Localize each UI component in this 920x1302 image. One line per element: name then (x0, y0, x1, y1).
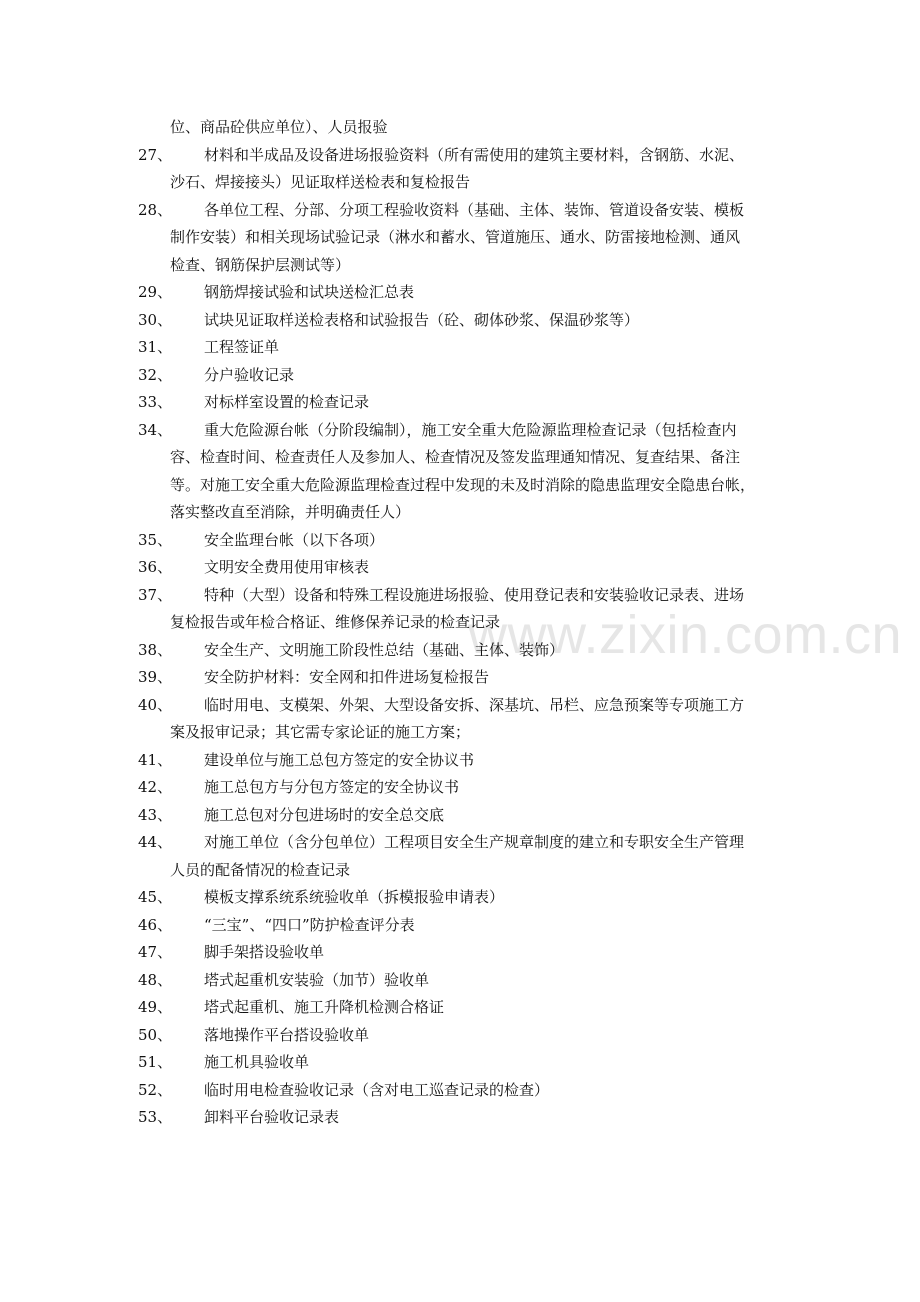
list-item-number: 42、 (138, 778, 173, 796)
list-item-text (138, 967, 788, 995)
list-item-text (138, 362, 788, 390)
list-item-line: 特种（大型）设备和特殊工程设施进场报验、使用登记表和安装验收记录表、进场 (204, 585, 745, 604)
list-item (138, 554, 788, 582)
list-item-line: 分户验收记录 (204, 365, 295, 384)
list-item-number: 53、 (138, 1108, 173, 1126)
list-item-line: 位、商品砼供应单位）、人员报验 (170, 118, 388, 136)
list-item-text (138, 527, 788, 555)
list-item-text (138, 664, 788, 692)
list-item-text (138, 307, 788, 335)
list-item-line: 等。对施工安全重大危险源监理检查过程中发现的未及时消除的隐患监理安全隐患台帐， (170, 475, 756, 494)
list-item-text (138, 417, 788, 527)
list-item-number: 49、 (138, 998, 173, 1016)
list-item-text (138, 334, 788, 362)
list-item-text (138, 912, 788, 940)
list-item-text (138, 554, 788, 582)
list-item-number: 35、 (138, 530, 173, 549)
list-item-continued (138, 114, 788, 142)
list-item-number: 31、 (138, 338, 173, 356)
list-item (138, 884, 788, 912)
list-item-text (138, 692, 788, 747)
list-item-number: 47、 (138, 943, 173, 961)
list-item-text (138, 939, 788, 967)
list-item-number: 52、 (138, 1080, 173, 1099)
list-item (138, 1049, 788, 1077)
list-item-number: 38、 (138, 640, 173, 659)
list-item-line: 对标样室设置的检查记录 (204, 393, 370, 411)
list-item-line: 安全防护材料：安全网和扣件进场复检报告 (204, 668, 490, 686)
list-item-text (138, 582, 788, 637)
list-item-line: 施工机具验收单 (204, 1053, 310, 1071)
list-item-number: 33、 (138, 393, 173, 411)
list-item (138, 362, 788, 390)
list-item-text (138, 279, 788, 307)
list-item (138, 142, 788, 197)
list-item-line: 检查、钢筋保护层测试等） (170, 255, 351, 274)
list-item (138, 912, 788, 940)
list-item-line: 对施工单位（含分包单位）工程项目安全生产规章制度的建立和专职安全生产管理 (204, 833, 745, 851)
list-item (138, 389, 788, 417)
list-item-line: 施工总包方与分包方签定的安全协议书 (204, 778, 460, 796)
list-item-number: 45、 (138, 888, 173, 906)
list-item (138, 637, 788, 665)
list-item-line: 容、检查时间、检查责任人及参加人、检查情况及签发监理通知情况、复查结果、备注 (170, 448, 741, 466)
list-item (138, 197, 788, 280)
list-item-text (138, 747, 788, 775)
list-item-number: 28、 (138, 200, 173, 219)
list-item-line: 重大危险源台帐（分阶段编制），施工安全重大危险源监理检查记录（包括检查内 (204, 420, 737, 439)
list-item-number: 46、 (138, 915, 173, 934)
list-item (138, 747, 788, 775)
list-item (138, 279, 788, 307)
list-item-number: 43、 (138, 805, 173, 824)
list-item (138, 582, 788, 637)
list-item (138, 1077, 788, 1105)
watermark: www.zixin.com.cn (468, 605, 903, 665)
list-item-text (138, 1104, 788, 1132)
document-body (138, 114, 788, 1132)
list-item-text (138, 114, 788, 142)
list-item-text (138, 774, 788, 802)
list-item-number: 30、 (138, 310, 173, 329)
list-item-text (138, 197, 788, 280)
list-item-number: 27、 (138, 145, 173, 164)
list-item-text (138, 1049, 788, 1077)
list-item-number: 51、 (138, 1053, 173, 1071)
list-item-line: 复检报告或年检合格证、维修保养记录的检查记录 (170, 613, 501, 631)
list-item-line: 脚手架搭设验收单 (204, 943, 325, 961)
list-item-line: 材料和半成品及设备进场报验资料（所有需使用的建筑主要材料，含钢筋、水泥、 (204, 145, 745, 164)
list-item-text (138, 829, 788, 884)
list-item-line: 建设单位与施工总包方签定的安全协议书 (204, 750, 475, 769)
list-item-line: 案及报审记录；其它需专家论证的施工方案； (170, 723, 471, 741)
list-item (138, 829, 788, 884)
list-item-number: 34、 (138, 420, 173, 439)
list-item-text (138, 1077, 788, 1105)
list-item-line: 制作安装）和相关现场试验记录（淋水和蓄水、管道施压、通水、防雷接地检测、通风 (170, 228, 741, 246)
list-item-number: 44、 (138, 833, 173, 851)
list-item (138, 307, 788, 335)
list-item-line: 模板支撑系统系统验收单（拆模报验申请表） (204, 888, 505, 906)
list-item-line: “三宝”、“四口”防护检查评分表 (204, 915, 415, 934)
list-item-line: 文明安全费用使用审核表 (204, 558, 370, 576)
list-item-line: 试块见证取样送检表格和试验报告（砼、砌体砂浆、保温砂浆等） (204, 310, 640, 329)
list-item-line: 人员的配备情况的检查记录 (170, 860, 351, 879)
list-item-line: 临时用电、支模架、外架、大型设备安拆、深基坑、吊栏、应急预案等专项施工方 (204, 695, 745, 714)
list-item-number: 29、 (138, 283, 173, 301)
list-item-line: 安全生产、文明施工阶段性总结（基础、主体、装饰） (204, 640, 565, 659)
list-item-text (138, 994, 788, 1022)
list-item (138, 1104, 788, 1132)
list-item-line: 钢筋焊接试验和试块送检汇总表 (204, 283, 415, 301)
list-item-text (138, 1022, 788, 1050)
list-item-text (138, 884, 788, 912)
list-item-number: 50、 (138, 1025, 173, 1044)
list-item-line: 落地操作平台搭设验收单 (204, 1025, 370, 1044)
list-item-number: 40、 (138, 695, 173, 714)
list-item (138, 802, 788, 830)
list-item-number: 37、 (138, 585, 173, 604)
list-item (138, 994, 788, 1022)
list-item-number: 36、 (138, 558, 173, 576)
list-item-number: 39、 (138, 668, 173, 686)
list-item-line: 临时用电检查验收记录（含对电工巡查记录的检查） (204, 1080, 550, 1099)
list-item-line: 落实整改直至消除，并明确责任人） (170, 503, 411, 521)
list-item-text (138, 637, 788, 665)
list-item-line: 安全监理台帐（以下各项） (204, 530, 385, 549)
list-item-number: 41、 (138, 750, 173, 769)
list-item (138, 664, 788, 692)
list-item (138, 417, 788, 527)
list-item-line: 工程签证单 (204, 338, 280, 356)
list-item (138, 967, 788, 995)
list-item-number: 32、 (138, 365, 173, 384)
list-item (138, 939, 788, 967)
list-item-line: 沙石、焊接接头）见证取样送检表和复检报告 (170, 173, 471, 191)
list-item (138, 692, 788, 747)
list-item-line: 卸料平台验收记录表 (204, 1108, 340, 1126)
list-item-number: 48、 (138, 970, 173, 989)
list-item (138, 774, 788, 802)
list-item-text (138, 389, 788, 417)
list-item (138, 334, 788, 362)
list-item-text (138, 802, 788, 830)
list-item-line: 塔式起重机安装验（加节）验收单 (204, 970, 430, 989)
list-item-line: 塔式起重机、施工升降机检测合格证 (204, 998, 445, 1016)
list-item (138, 527, 788, 555)
list-item-line: 施工总包对分包进场时的安全总交底 (204, 805, 445, 824)
list-item-line: 各单位工程、分部、分项工程验收资料（基础、主体、装饰、管道设备安装、模板 (204, 200, 745, 219)
list-item (138, 1022, 788, 1050)
list-item-text (138, 142, 788, 197)
